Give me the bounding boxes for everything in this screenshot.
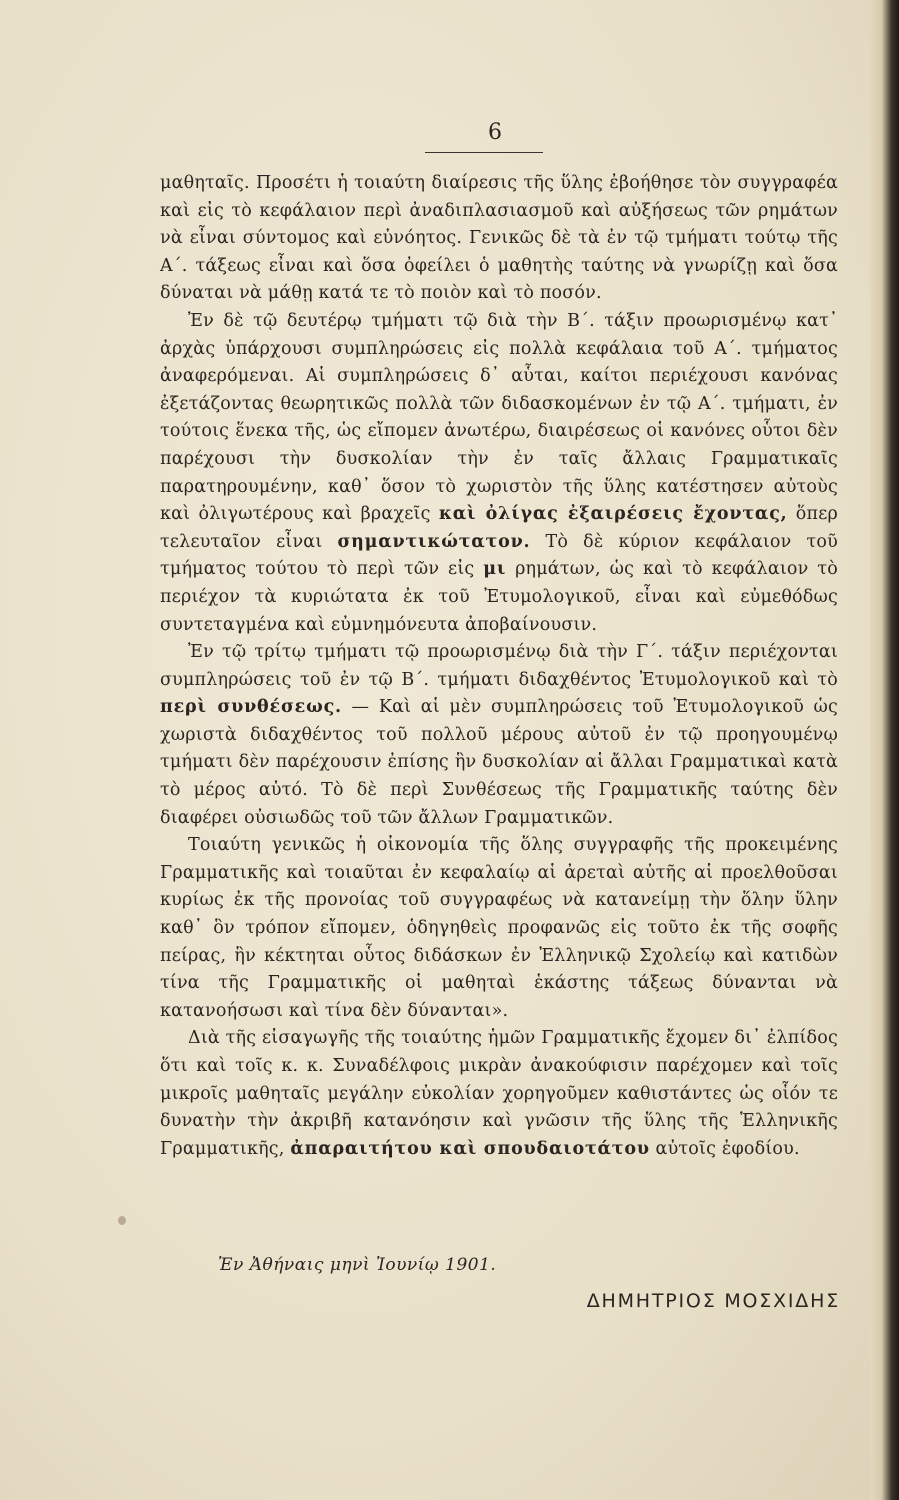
paragraph-text: Τοιαύτη γενικῶς ἡ οἰκονομία τῆς ὅλης συγγραφῆς τῆς προκειμένης Γραμματικῆς καὶ τοιαῦται ἐν κεφαλαίῳ αἱ ἀρεταὶ αὐτῆς αἱ προελθοῦσαι κυρίως ἐκ τῆς προνοίας τοῦ συγγραφέως νὰ κατανείμῃ τὴν ὅλην ὕλην καθ᾽ ὃν τρόπον εἴπομεν, ὁδηγηθεὶς προφανῶς εἰς τοῦτο ἐκ τῆς σοφῆς πείρας, ἣν κέκτηται οὗτος διδάσκων ἐν Ἑλληνικῷ Σχολείῳ καὶ κατιδὼν τίνα τῆς Γραμματικῆς οἱ μαθηταὶ ἑκάστης τάξεως δύνανται νὰ κατανοήσωσι καὶ τίνα δὲν δύνανται». (160, 835, 838, 1021)
emphasized-text: περὶ συνθέσεως. (160, 697, 342, 718)
paragraph-text: Ἐν τῷ τρίτῳ τμήματι τῷ προωρισμένῳ διὰ τὴν Γ΄. τάξιν περιέχονται συμπληρώσεις τοῦ ἐν τῷ Β΄. τμήματι διδαχθέντος Ἐτυμολογικοῦ καὶ τὸ (160, 642, 838, 690)
emphasized-text: ἀπαραιτήτου καὶ σπουδαιοτάτου (290, 1138, 650, 1159)
author-signature: ΔΗΜΗΤΡΙΟΣ ΜΟΣΧΙΔΗΣ (586, 1290, 840, 1312)
paragraph-text: Ἐν δὲ τῷ δευτέρῳ τμήματι τῷ διὰ τὴν Β΄. τάξιν προωρισμένῳ κατ᾽ ἀρχὰς ὑπάρχουσι συμπληρώσεις εἰς πολλὰ κεφάλαια τοῦ Α΄. τμήματος ἀναφερόμεναι. Αἱ συμπληρώσεις δ᾽ αὗται, καίτοι περιέχουσι κανόνας ἐξετάζοντας θεωρητικῶς πολλὰ τῶν διδασκομένων ἐν τῷ Α΄. τμήματι, ἐν τούτοις ἕνεκα τῆς, ὡς εἴπομεν ἀνωτέρω, διαιρέσεως οἱ κανόνες οὗτοι δὲν παρέχουσι τὴν δυσκολίαν τὴν ἐν ταῖς ἄλλαις Γραμματικαῖς παρατηρουμένην, καθ᾽ ὅσον τὸ χωριστὸν τῆς ὕλης κατέστησεν αὐτοὺς καὶ ὀλιγωτέρους καὶ βραχεῖς (160, 310, 838, 525)
paragraph-text: μαθηταῖς. Προσέτι ἡ τοιαύτη διαίρεσις τῆς ὕλης ἐβοήθησε τὸν συγγραφέα καὶ εἰς τὸ κεφάλαιον περὶ ἀναδιπλασιασμοῦ καὶ αὐξήσεως τῶν ρημάτων νὰ εἶναι σύντομος καὶ εὐνόητος. Γενικῶς δὲ τὰ ἐν τῷ τμήματι τούτῳ τῆς Α΄. τάξεως εἶναι καὶ ὅσα ὀφείλει ὁ μαθητὴς ταύτης νὰ γνωρίζῃ καὶ ὅσα δύναται νὰ μάθῃ κατά τε τὸ ποιὸν καὶ τὸ ποσόν. (160, 173, 838, 304)
paragraph-text: ρημάτων, ὡς καὶ τὸ κεφάλαιον τὸ περιέχον τὰ κυριώτατα ἐκ τοῦ Ἐτυμολογικοῦ, εἶναι καὶ εὐμεθόδως συντεταγμένα καὶ εὐμνημόνευτα ἀποβαίνουσιν. (160, 559, 838, 635)
paragraph-2 (160, 308, 838, 639)
paragraph-text: αὐτοῖς ἐφοδίου. (649, 1138, 800, 1159)
paragraph-5 (160, 1025, 838, 1163)
paragraph-3 (160, 639, 838, 832)
paragraph-1 (160, 170, 838, 308)
paragraph-text: — Καὶ αἱ μὲν συμπληρώσεις τοῦ Ἐτυμολογικοῦ ὡς χωριστὰ διδαχθέντος τοῦ πολλοῦ μέρους αὐτοῦ ἐν τῷ προηγουμένῳ τμήματι δὲν παρέχουσιν ἐπίσης ἣν δυσκολίαν αἱ ἄλλαι Γραμματικαὶ κατὰ τὸ μέρος αὐτό. Τὸ δὲ περὶ Συνθέσεως τῆς Γραμματικῆς ταύτης δὲν διαφέρει οὐσιωδῶς τοῦ τῶν ἄλλων Γραμματικῶν. (160, 697, 838, 828)
body-text (160, 170, 838, 1163)
emphasized-text: σημαντικώτατον. (337, 531, 531, 552)
paper-spot (118, 1216, 126, 1225)
paragraph-text: Διὰ τῆς εἰσαγωγῆς τῆς τοιαύτης ἡμῶν Γραμματικῆς ἔχομεν δι᾽ ἐλπίδος ὅτι καὶ τοῖς κ. κ. Συναδέλφοις μικρὰν ἀνακούφισιν παρέχομεν καὶ τοῖς μικροῖς μαθηταῖς μεγάλην εὐκολίαν χορηγοῦμεν καθιστάντες ὡς οἷόν τε δυνατὴν τὴν ἀκριβῆ κατανόησιν καὶ γνῶσιν τῆς ὕλης τῆς Ἑλληνικῆς Γραμματικῆς, (160, 1028, 839, 1159)
paragraph-text: Τὸ δὲ κύριον κεφάλαιον τοῦ τμήματος τούτου τὸ περὶ τῶν εἰς (160, 531, 839, 580)
page-edge-shadow (870, 0, 899, 1500)
page-number: 6 (488, 120, 502, 145)
paragraph-4 (160, 832, 838, 1025)
dateline: Ἐν Ἀθήναις μηνὶ Ἰουνίῳ 1901. (218, 1255, 497, 1275)
paragraph-text: ὅπερ τελευταῖον εἶναι (160, 504, 838, 552)
emphasized-text: μι (483, 559, 507, 580)
page-number-rule (425, 152, 543, 153)
emphasized-text: καὶ ὀλίγας ἐξαιρέσεις ἔχοντας, (438, 504, 788, 525)
